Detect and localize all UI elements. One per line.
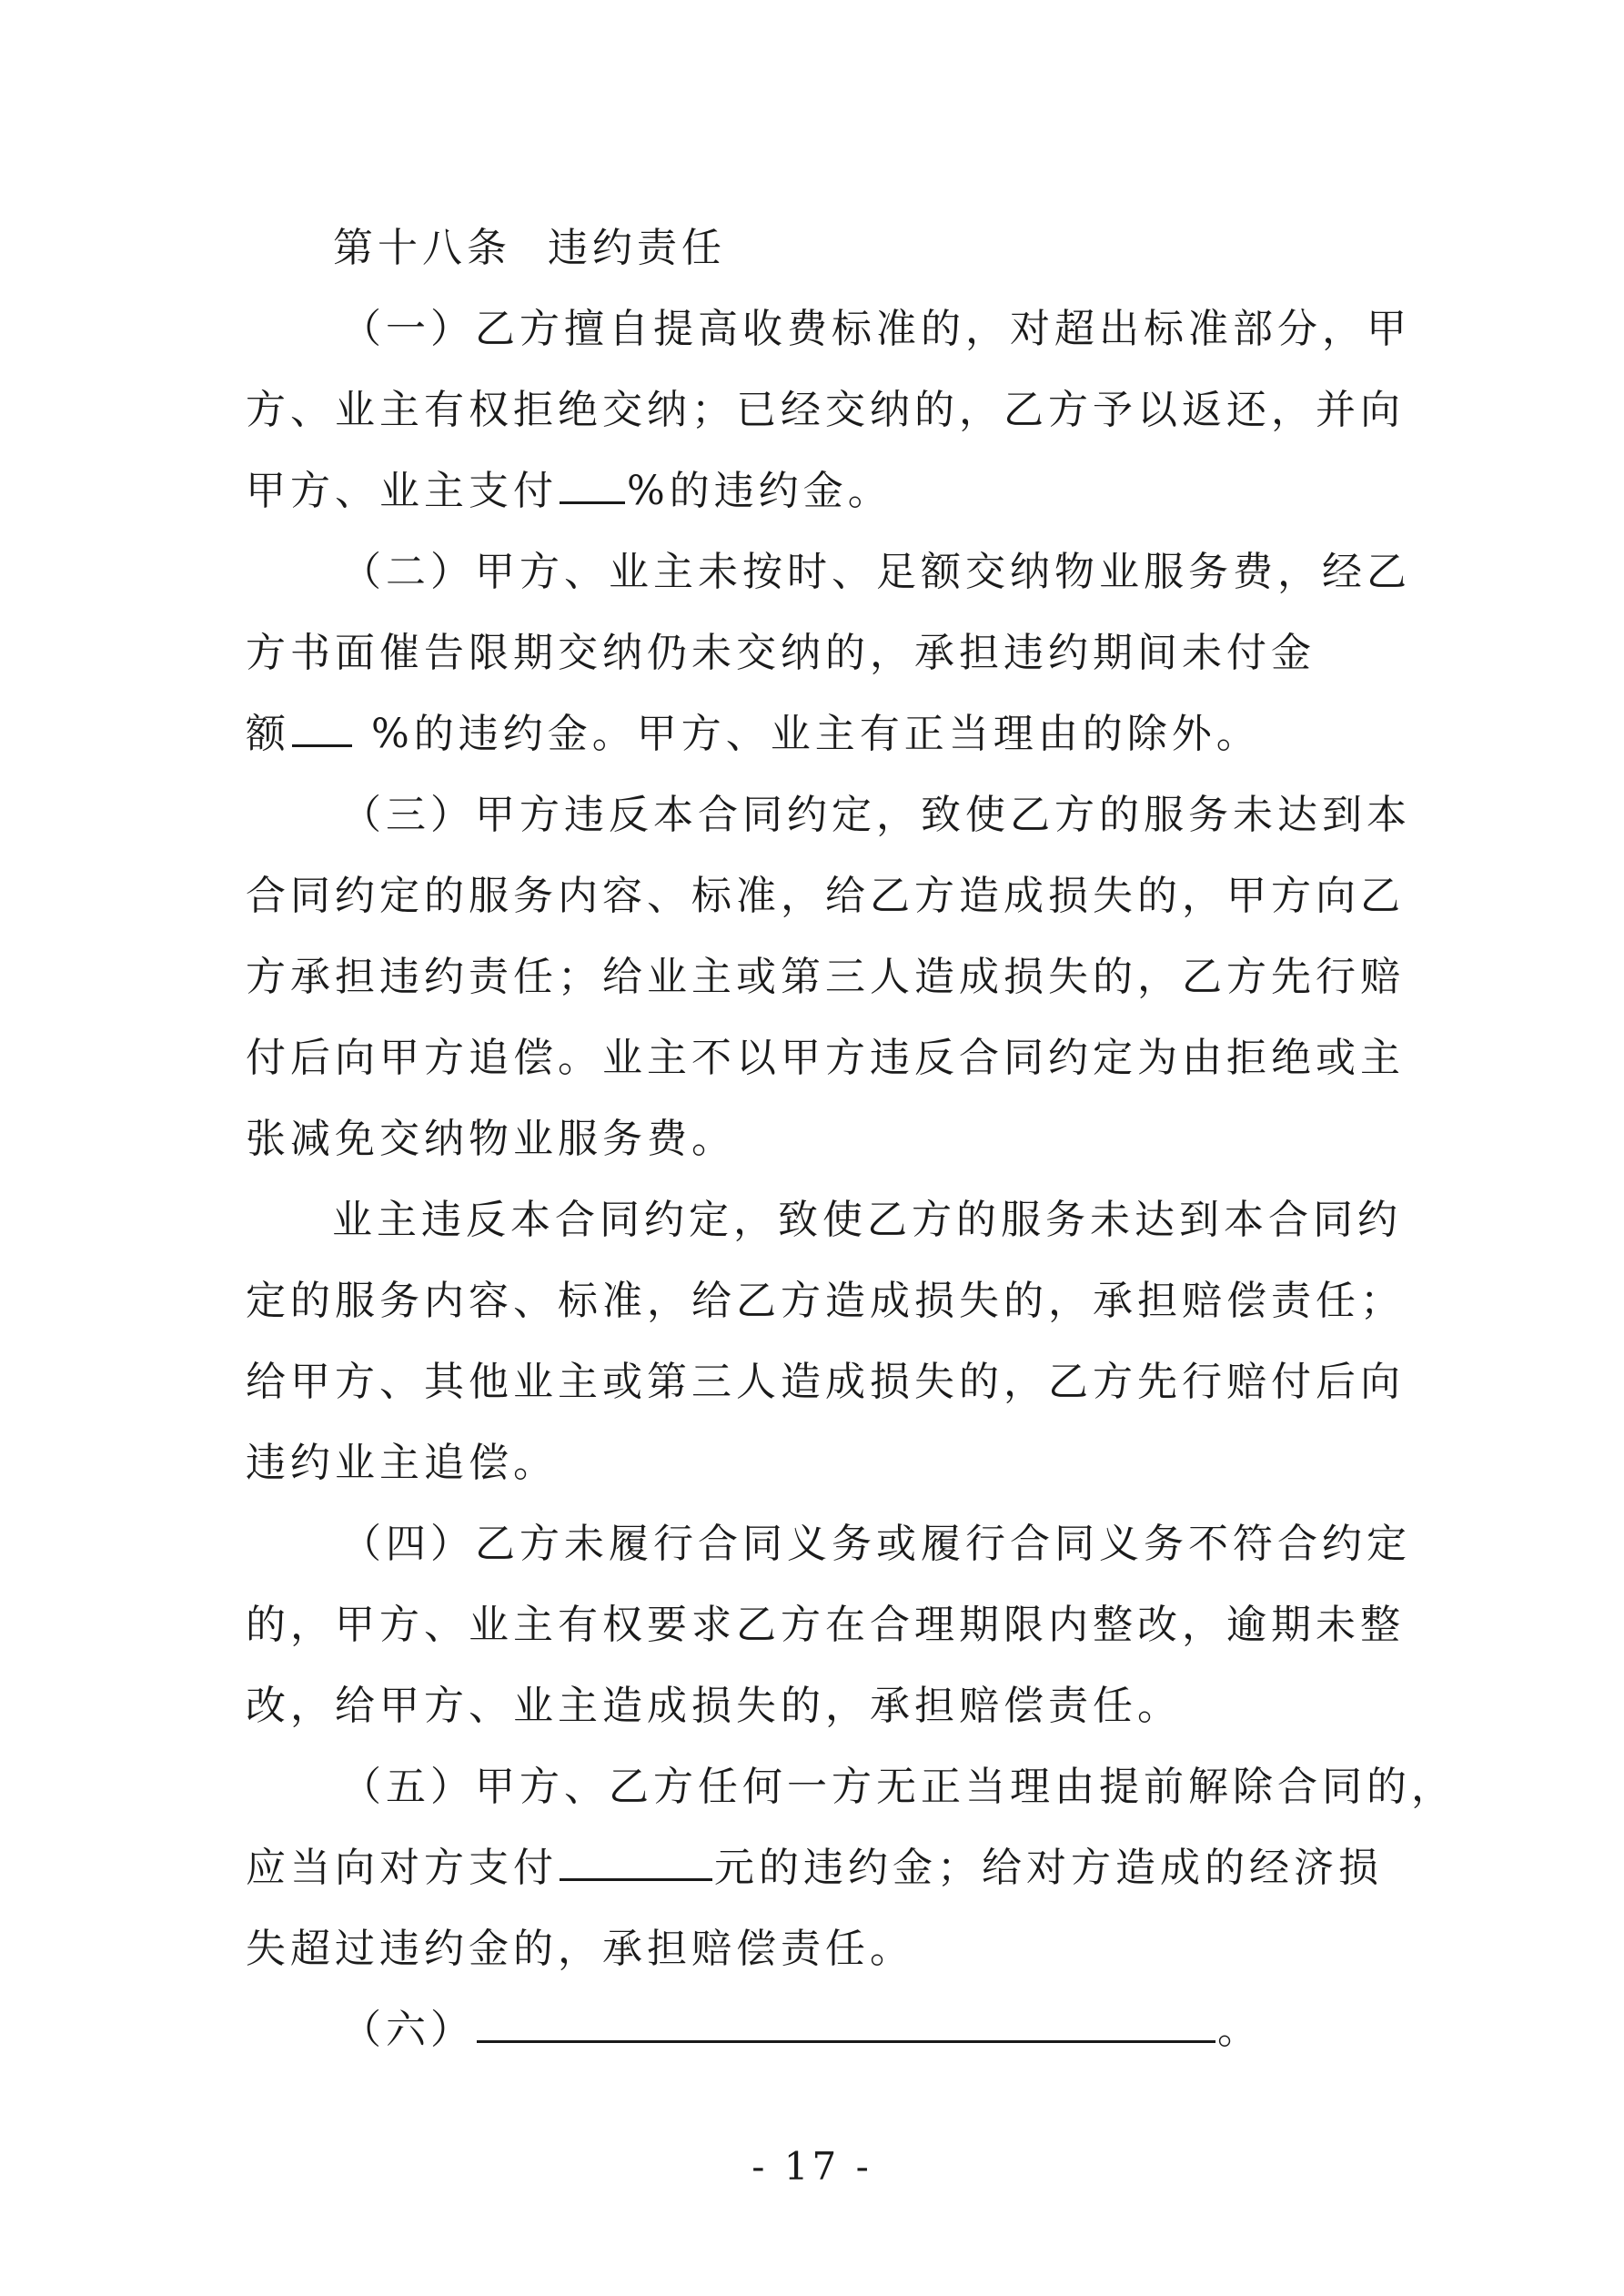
clause-4-line-3: 改，给甲方、业主造成损失的，承担赔偿责任。 [246,1683,1182,1729]
clause-5-line-3: 失超过违约金的，承担赔偿责任。 [246,1926,914,1972]
page-content [246,207,1456,2070]
owner-clause-line-3: 给甲方、其他业主或第三人造成损失的，乙方先行赔付后向 [246,1359,1405,1405]
clause-1-line-2: 方、业主有权拒绝交纳；已经交纳的，乙方予以返还，并向 [246,387,1405,433]
clause-1-line-1: （一）乙方擅自提高收费标准的，对超出标准部分，甲 [341,306,1411,352]
clause-5-line-1: （五）甲方、乙方任何一方无正当理由提前解除合同的， [341,1764,1456,1810]
owner-clause-line-2: 定的服务内容、标准，给乙方造成损失的，承担赔偿责任； [246,1278,1405,1324]
clause-1-line-3 [246,450,1378,531]
owner-clause-line-4: 违约业主追偿。 [246,1440,558,1486]
clause-3-line-3: 方承担违约责任；给业主或第三人造成损失的，乙方先行赔 [246,954,1405,1000]
clause-2-text-b: %的违约金。甲方、业主有正当理由的除外。 [354,711,1261,757]
clause-2-line-3 [246,693,1378,774]
clause-6-line-1 [246,1989,1378,2070]
article-heading [246,207,1378,288]
custom-clause-blank[interactable] [477,2006,1215,2043]
clause-5-text-a: 应当向对方支付 [246,1845,558,1891]
amount-blank[interactable] [560,1844,712,1881]
percent-blank-1[interactable] [560,467,625,504]
clause-4-line-2: 的，甲方、业主有权要求乙方在合理期限内整改，逾期未整 [246,1602,1405,1648]
clause-5-line-2 [246,1827,1383,1908]
clause-3-line-2: 合同约定的服务内容、标准，给乙方造成损失的，甲方向乙 [246,873,1405,919]
clause-5-text-b: 元的违约金；给对方造成的经济损 [714,1845,1383,1891]
owner-clause-line-1: 业主违反本合同约定，致使乙方的服务未达到本合同约 [332,1197,1402,1243]
article-number: 第十八条 [333,225,511,271]
clause-3-line-4: 付后向甲方追偿。业主不以甲方违反合同约定为由拒绝或主 [246,1035,1405,1081]
percent-blank-2[interactable] [292,710,352,747]
clause-6-end: 。 [1217,2007,1262,2053]
clause-2-line-2: 方书面催告限期交纳仍未交纳的，承担违约期间未付金 [246,630,1316,676]
clause-6-label: （六） [341,2007,475,2053]
clause-3-line-5: 张减免交纳物业服务费。 [246,1116,736,1162]
clause-2-text-a: 额 [246,711,290,757]
clause-1-text-a: 甲方、业主支付 [246,468,558,514]
clause-1-text-b: %的违约金。 [627,468,893,514]
article-title: 违约责任 [548,225,726,271]
page-number: - 17 - [751,2144,873,2189]
clause-4-line-1: （四）乙方未履行合同义务或履行合同义务不符合约定 [341,1521,1411,1567]
clause-3-line-1: （三）甲方违反本合同约定，致使乙方的服务未达到本 [341,792,1411,838]
clause-2-line-1: （二）甲方、业主未按时、足额交纳物业服务费，经乙 [341,549,1411,595]
